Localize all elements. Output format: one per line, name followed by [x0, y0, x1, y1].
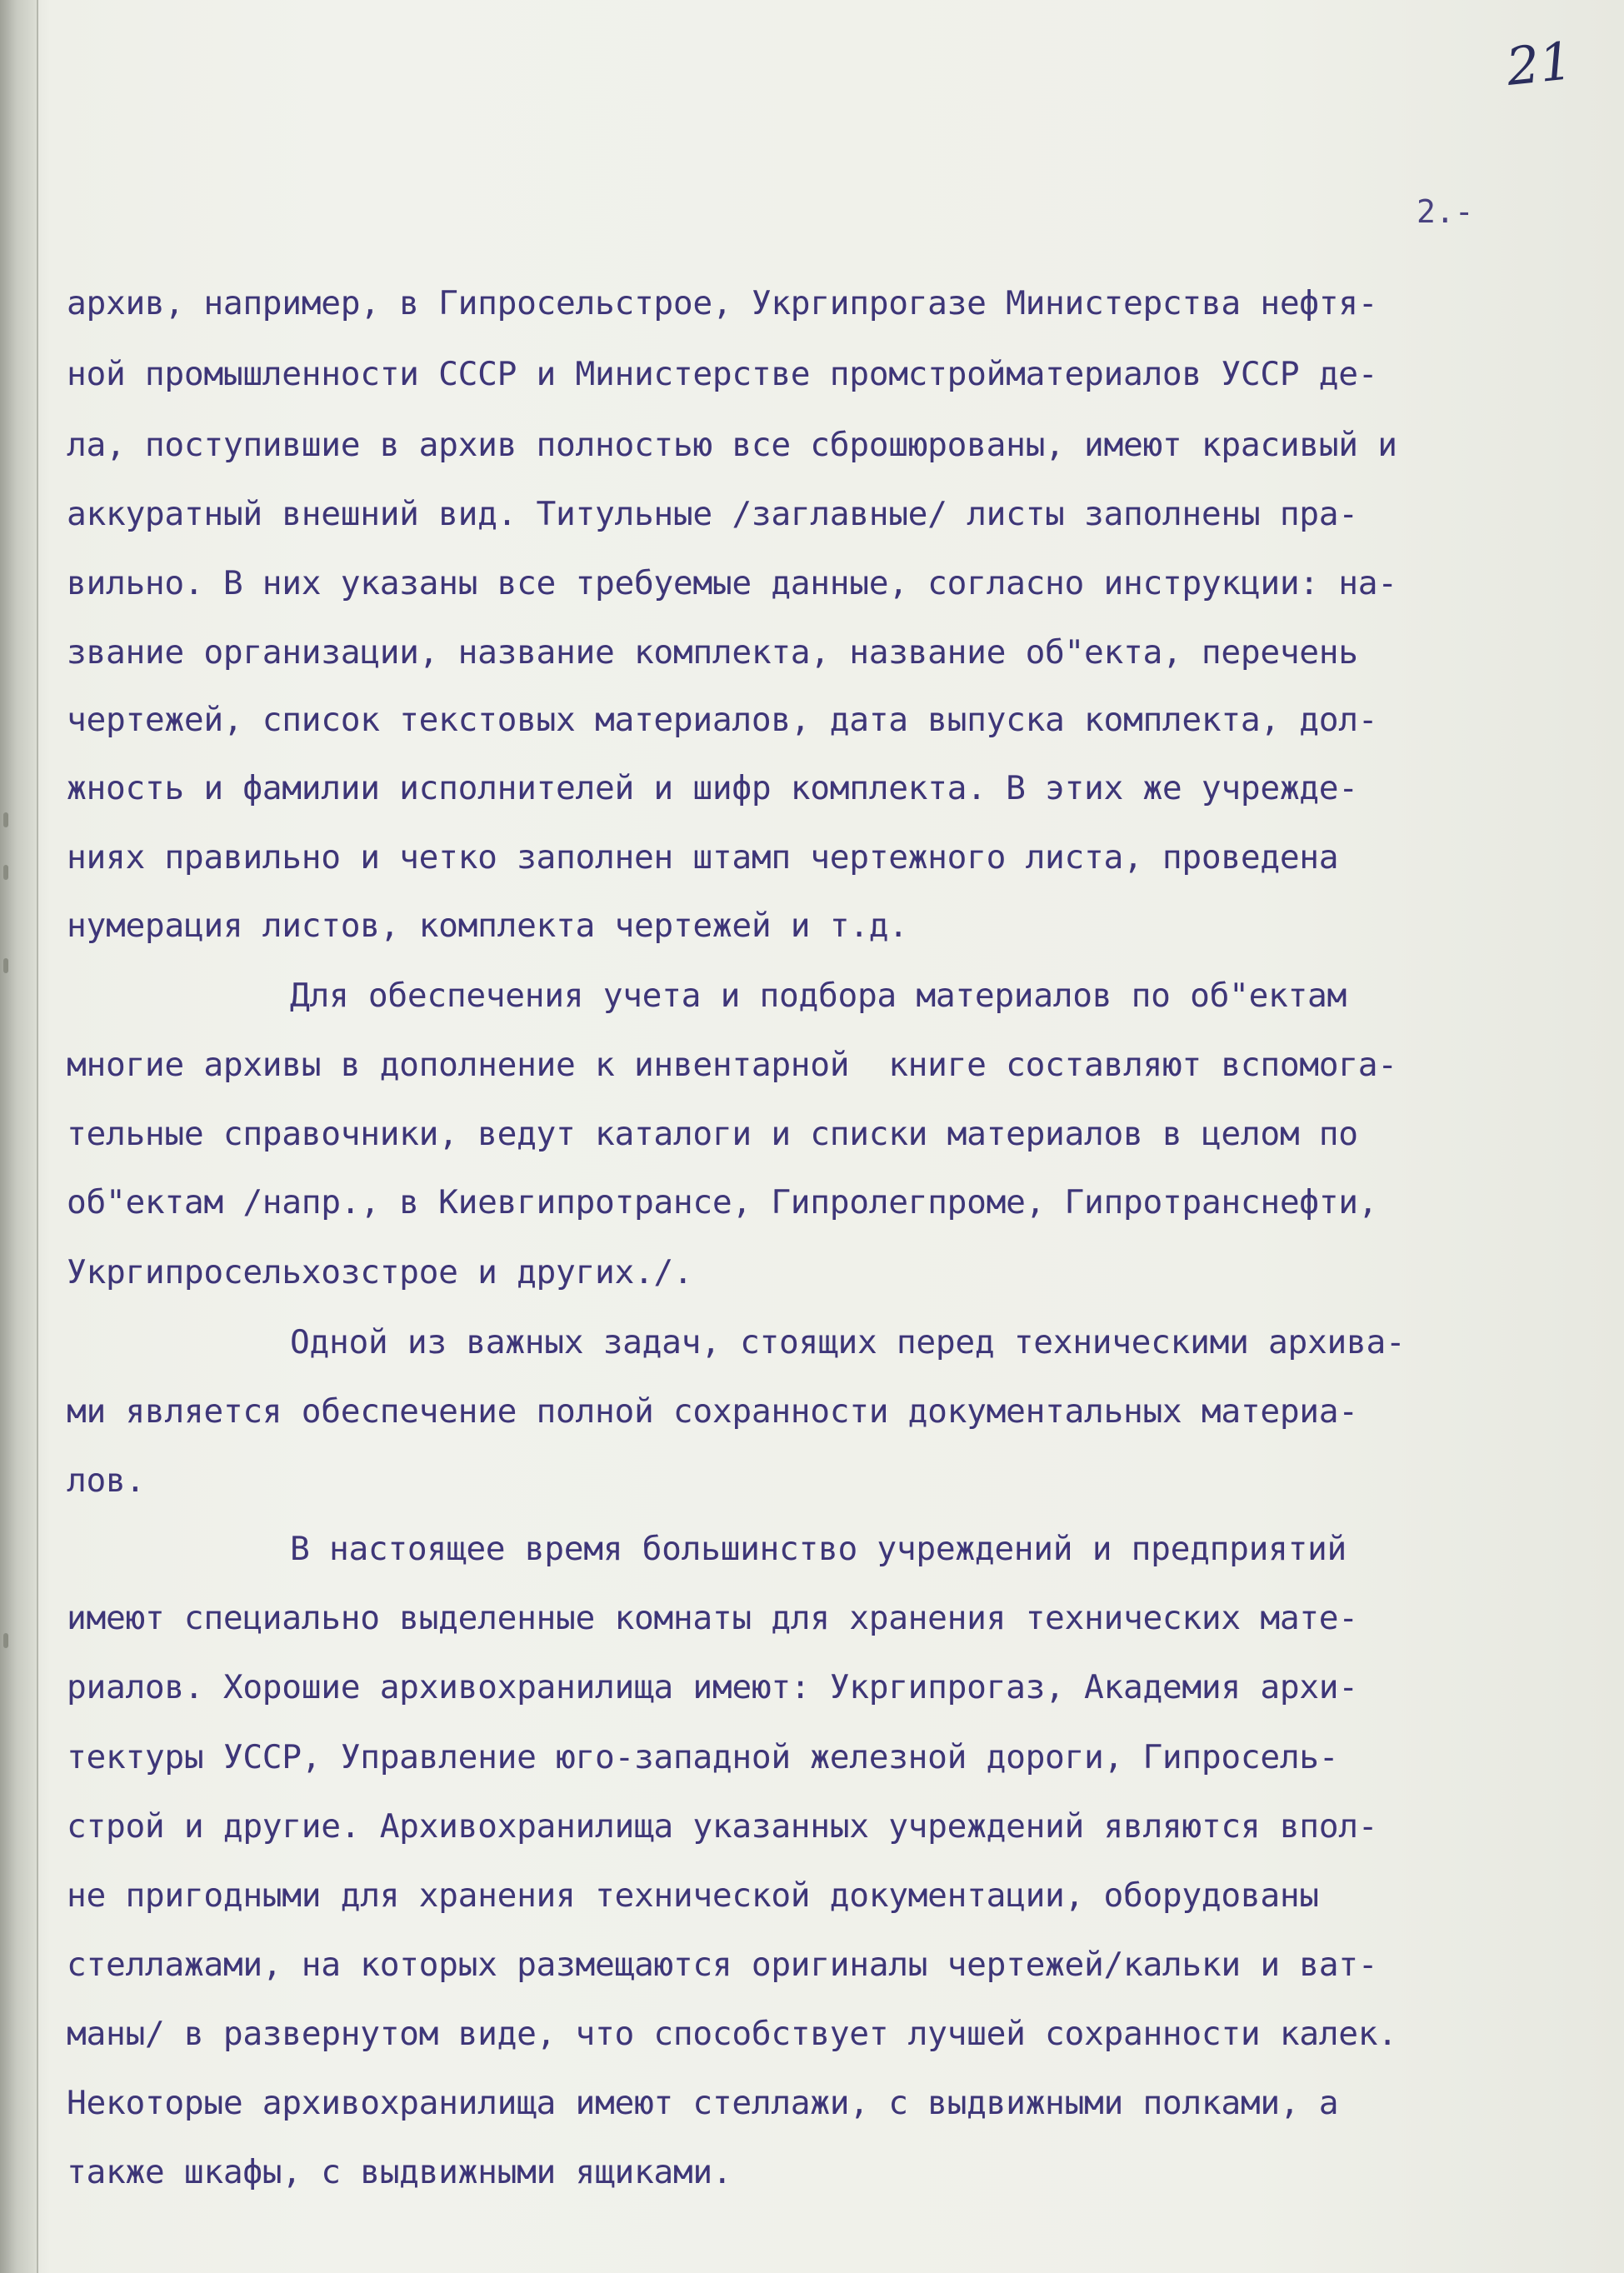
page-number: 2.- [1417, 193, 1474, 230]
text-line: также шкафы, с выдвижными ящиками. [67, 2153, 732, 2191]
binding-hole-mark [3, 812, 8, 827]
text-line: ной промышленности СССР и Министерстве промстройматериалов УССР де- [67, 355, 1378, 393]
text-line: тектуры УССР, Управление юго-западной железной дороги, Гипросель- [67, 1738, 1339, 1776]
text-line: строй и другие. Архивохранилища указанных учреждений являются впол- [67, 1807, 1378, 1846]
text-line: нумерация листов, комплекта чертежей и т.д. [67, 907, 908, 945]
text-line: ла, поступившие в архив полностью все сброшюрованы, имеют красивый и [67, 426, 1397, 464]
text-line: тельные справочники, ведут каталоги и списки материалов в целом по [67, 1115, 1358, 1153]
text-line: чертежей, список текстовых материалов, дата выпуска комплекта, дол- [67, 701, 1378, 739]
binding-fold-line [37, 0, 38, 2273]
text-line: аккуратный внешний вид. Титульные /заглавные/ листы заполнены пра- [67, 495, 1358, 533]
text-line: ми является обеспечение полной сохранности документальных материа- [67, 1392, 1358, 1431]
binding-hole-mark [3, 1633, 8, 1648]
paragraph-first-line: В настоящее время большинство учреждений и предприятий [290, 1530, 1347, 1568]
text-line: Укргипросельхозстрое и других./. [67, 1253, 693, 1291]
paragraph-first-line: Для обеспечения учета и подбора материалов по об"ектам [290, 977, 1347, 1015]
text-line: об"ектам /напр., в Киевгипротрансе, Гипролегпроме, Гипротранснефти, [67, 1183, 1378, 1221]
paragraph-first-line: Одной из важных задач, стоящих перед техническими архива- [290, 1323, 1406, 1361]
text-line: лов. [67, 1461, 145, 1500]
text-line: многие архивы в дополнение к инвентарной книге составляют вспомога- [67, 1046, 1397, 1084]
text-line: вильно. В них указаны все требуемые данные, согласно инструкции: на- [67, 564, 1397, 602]
text-line: жность и фамилии исполнителей и шифр комплекта. В этих же учрежде- [67, 769, 1358, 807]
text-line: Некоторые архивохранилища имеют стеллажи, с выдвижными полками, а [67, 2084, 1339, 2122]
binding-hole-mark [3, 865, 8, 880]
binding-edge [0, 0, 37, 2273]
text-line: не пригодными для хранения технической документации, оборудованы [67, 1876, 1319, 1915]
text-line: звание организации, название комплекта, название об"екта, перечень [67, 633, 1358, 672]
text-line: стеллажами, на которых размещаются оригиналы чертежей/кальки и ват- [67, 1946, 1378, 1984]
text-line: архив, например, в Гипросельстрое, Укргипрогазе Министерства нефтя- [67, 284, 1378, 322]
text-line: маны/ в развернутом виде, что способствует лучшей сохранности калек. [67, 2015, 1397, 2053]
archive-folio-number: 21 [1503, 30, 1576, 97]
text-line: ниях правильно и четко заполнен штамп чертежного листа, проведена [67, 838, 1339, 877]
binding-hole-mark [3, 958, 8, 973]
text-line: риалов. Хорошие архивохранилища имеют: Укргипрогаз, Академия архи- [67, 1668, 1358, 1706]
text-line: имеют специально выделенные комнаты для хранения технических мате- [67, 1599, 1358, 1637]
